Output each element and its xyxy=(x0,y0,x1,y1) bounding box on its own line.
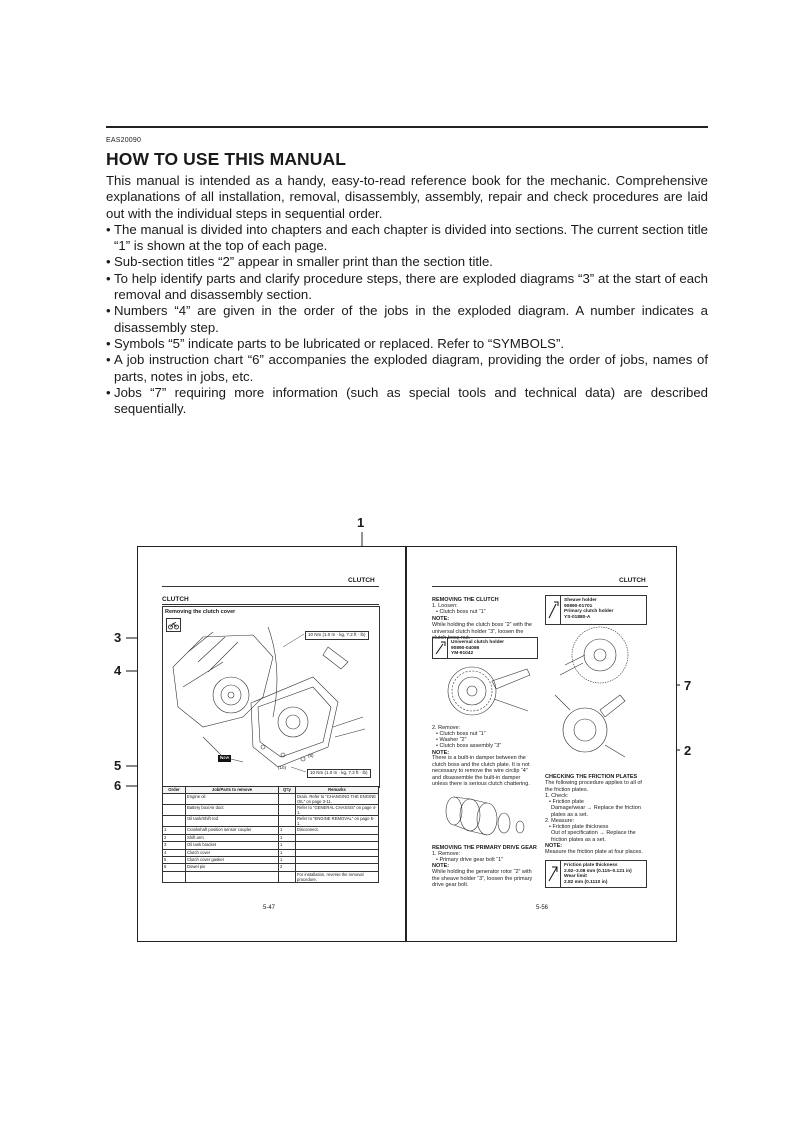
table-row: 5 Clutch cover gasket 1 xyxy=(163,856,379,863)
left-header-rule xyxy=(162,586,379,587)
left-section-title: CLUTCH xyxy=(348,577,375,584)
callout-5: 5 xyxy=(114,758,122,773)
page-title: HOW TO USE THIS MANUAL xyxy=(106,149,347,169)
note-text: While holding the clutch boss “2” with the universal clutch holder “3”, loosen the clutch boss nut. xyxy=(432,622,532,641)
note-text: There is a built-in damper between the clutch boss and the clutch plate. It is not necessary to remove the wire circlip “4” and disassemble the built-in damper unless there is serious clutch chattering. xyxy=(432,755,530,787)
left-subsection: CLUTCH xyxy=(162,596,189,603)
wrench-icon xyxy=(433,638,448,658)
bullet-item: • Jobs “7” requiring more information (such as special tools and technical data) are described sequentially. xyxy=(106,384,708,417)
clutch-holder-drawing xyxy=(432,661,536,721)
callout-7: 7 xyxy=(684,678,692,693)
spread-divider xyxy=(405,547,407,941)
right-page-number: 5-56 xyxy=(536,905,549,911)
sheave-holder-drawing xyxy=(545,625,649,765)
table-row: 3 Oil tank bracket 1 xyxy=(163,842,379,849)
new-symbol: New xyxy=(220,755,230,760)
callout-1: 1 xyxy=(357,515,365,530)
right-section-title: CLUTCH xyxy=(619,577,646,584)
callout-3: 3 xyxy=(114,630,122,645)
tool-box: Sheave holder 90890-01701 Primary clutch holder YS-01880-A xyxy=(545,595,647,625)
table-row: 4 Clutch cover 1 xyxy=(163,849,379,856)
manual-layout-figure xyxy=(108,508,704,978)
left-page-number: 5-47 xyxy=(263,905,276,911)
two-page-spread: CLUTCH CLUTCH Removing the clutch cover 10 Nm (1.0 m · kg, 7.2 ft · lb) 10 Nm (1.0 m · kg, 7.2 ft · lb) New (8) (10) Order Job/Parts to remove Q'ty Remarks Engine oil Drain. Refer to “CHANGING THE ENGINE OIL” on page 3-11. Battery box/Air duct Refer to “GENERAL CHASSIS” on page 4-1. Oil tank/Shift rod Refer to “ENGINE REMOVAL” on page 5-1. 1 Crankshaft position sensor coupler 1 Disconnect. 2 Shift arm 1 3 Oil tank bracket 1 4 Clutch cover 1 5 Clutch cover gasket 1 6 Dowel pin 2 For installation, reverse the removal procedure. 5-47 CLUTCH REMOVING THE CLUTCH 1. Loosen: • Clutch boss nut “1” NOTE: While holding the clutch boss “2” with the universal clutch holder “3”, loosen the clutch boss nut. Universal clutch holder 90890-04086 YM-91042 2. Remove: • Clutch boss nut “1” • Washer “2” • Clutch boss assembly “3” NOTE: There is a built-in damper between the clutch boss and the clutch plate. It is not necessary to remove the wire circlip “4” and disassemble the built-in damper unless there is serious clutch chattering. REMOVING THE PRIMARY DRIVE GEAR 1. Remove: • Primary drive gear bolt “1” NOTE: While holding the generator rotor “2” with the sheave holder “3”, loosen the primary drive gear bolt. Sheave holder 90890-01701 Primary clutch holder YS-01880-A CHECKING THE FRICTION PLATES The following procedure applies to all of the friction plates. 1. Check: • Friction plate Damage/wear → Replace the friction plates as a set. 2. Measure: • Friction plate thickness Out of specification → Replace the friction plates as a set. NOTE: Measure the friction plate at four places. Friction plate thickness 2.92–3.08 mm (0.115–0.121 in) Wear limit 2.82 mm (0.1110 in) 5-56 xyxy=(137,546,677,942)
torque-label-2: 10 Nm (1.0 m · kg, 7.2 ft · lb) xyxy=(307,769,371,778)
table-row: Oil tank/Shift rod Refer to “ENGINE REMOVAL” on page 5-1. xyxy=(163,816,379,827)
torque-label-1: 10 Nm (1.0 m · kg, 7.2 ft · lb) xyxy=(305,631,369,640)
h-primary-drive-gear: REMOVING THE PRIMARY DRIVE GEAR xyxy=(432,845,537,851)
exploded-diagram-frame xyxy=(162,606,380,788)
callout-6: 6 xyxy=(114,778,122,793)
bullet-item: • To help identify parts and clarify procedure steps, there are exploded diagrams “3” at the start of each removal and disassembly section. xyxy=(106,270,708,303)
table-row: 6 Dowel pin 2 xyxy=(163,864,379,871)
section-code: EAS20090 xyxy=(106,137,142,144)
bullet-item: • A job instruction chart “6” accompanies the exploded diagram, providing the order of jobs, names of parts, notes in jobs, etc. xyxy=(106,352,708,384)
tool-box: Universal clutch holder 90890-04086 YM-91042 xyxy=(432,637,538,659)
right-header-rule xyxy=(432,586,648,587)
part-marker: (8) xyxy=(308,753,314,758)
table-row: 1 Crankshaft position sensor coupler 1 Disconnect. xyxy=(163,827,379,834)
table-row: Battery box/Air duct Refer to “GENERAL CHASSIS” on page 4-1. xyxy=(163,805,379,816)
diagram-title: Removing the clutch cover xyxy=(165,609,236,615)
bullet-item: • The manual is divided into chapters and each chapter is divided into sections. The current section title “1” is shown at the top of each page. xyxy=(106,221,708,254)
wrench-icon xyxy=(546,596,561,624)
bullet-item: • Sub-section titles “2” appear in smaller print than the section title. xyxy=(106,254,493,270)
engine-exploded-drawing xyxy=(163,607,379,787)
h-removing-clutch: REMOVING THE CLUTCH xyxy=(432,597,499,603)
note-text: While holding the generator rotor “2” with the sheave holder “3”, loosen the primary drive gear bolt. xyxy=(432,869,533,888)
caliper-icon xyxy=(546,861,561,887)
part-marker: (10) xyxy=(278,765,287,770)
h-checking-friction: CHECKING THE FRICTION PLATES xyxy=(545,774,638,780)
intro-paragraph: This manual is intended as a handy, easy-to-read reference book for the mechanic. Comprehensive explanations of all installation, removal, disassembly, assembly, repair and check procedures are laid out with the individual steps in sequential order. xyxy=(106,173,708,221)
body-text xyxy=(106,173,708,417)
clutch-boss-drawing xyxy=(432,787,536,842)
bullet-item: • Numbers “4” are given in the order of the jobs in the exploded diagram. A number indicates a disassembly step. xyxy=(106,303,708,335)
bullet-item: • Symbols “5” indicate parts to be lubricated or replaced. Refer to “SYMBOLS”. xyxy=(106,335,565,351)
spec-box: Friction plate thickness 2.92–3.08 mm (0.115–0.121 in) Wear limit 2.82 mm (0.1110 in) xyxy=(545,860,647,888)
callout-4: 4 xyxy=(114,663,122,678)
callout-2: 2 xyxy=(684,743,692,758)
table-row: 2 Shift arm 1 xyxy=(163,834,379,841)
table-row: Engine oil Drain. Refer to “CHANGING THE ENGINE OIL” on page 3-11. xyxy=(163,794,379,805)
table-row: For installation, reverse the removal procedure. xyxy=(163,871,379,882)
job-instruction-chart: Order Job/Parts to remove Q'ty Remarks Engine oil Drain. Refer to “CHANGING THE ENGINE OIL” on page 3-11. Battery box/Air duct Refer to “GENERAL CHASSIS” on page 4-1. Oil tank/Shift rod Refer to “ENGINE REMOVAL” on page 5-1. 1 Crankshaft position sensor coupler 1 Disconnect. 2 Shift arm 1 3 Oil tank bracket 1 4 Clutch cover 1 5 Clutch cover gasket 1 6 Dowel pin 2 For installation, reverse the removal procedure. xyxy=(162,786,379,883)
top-rule xyxy=(106,126,708,128)
